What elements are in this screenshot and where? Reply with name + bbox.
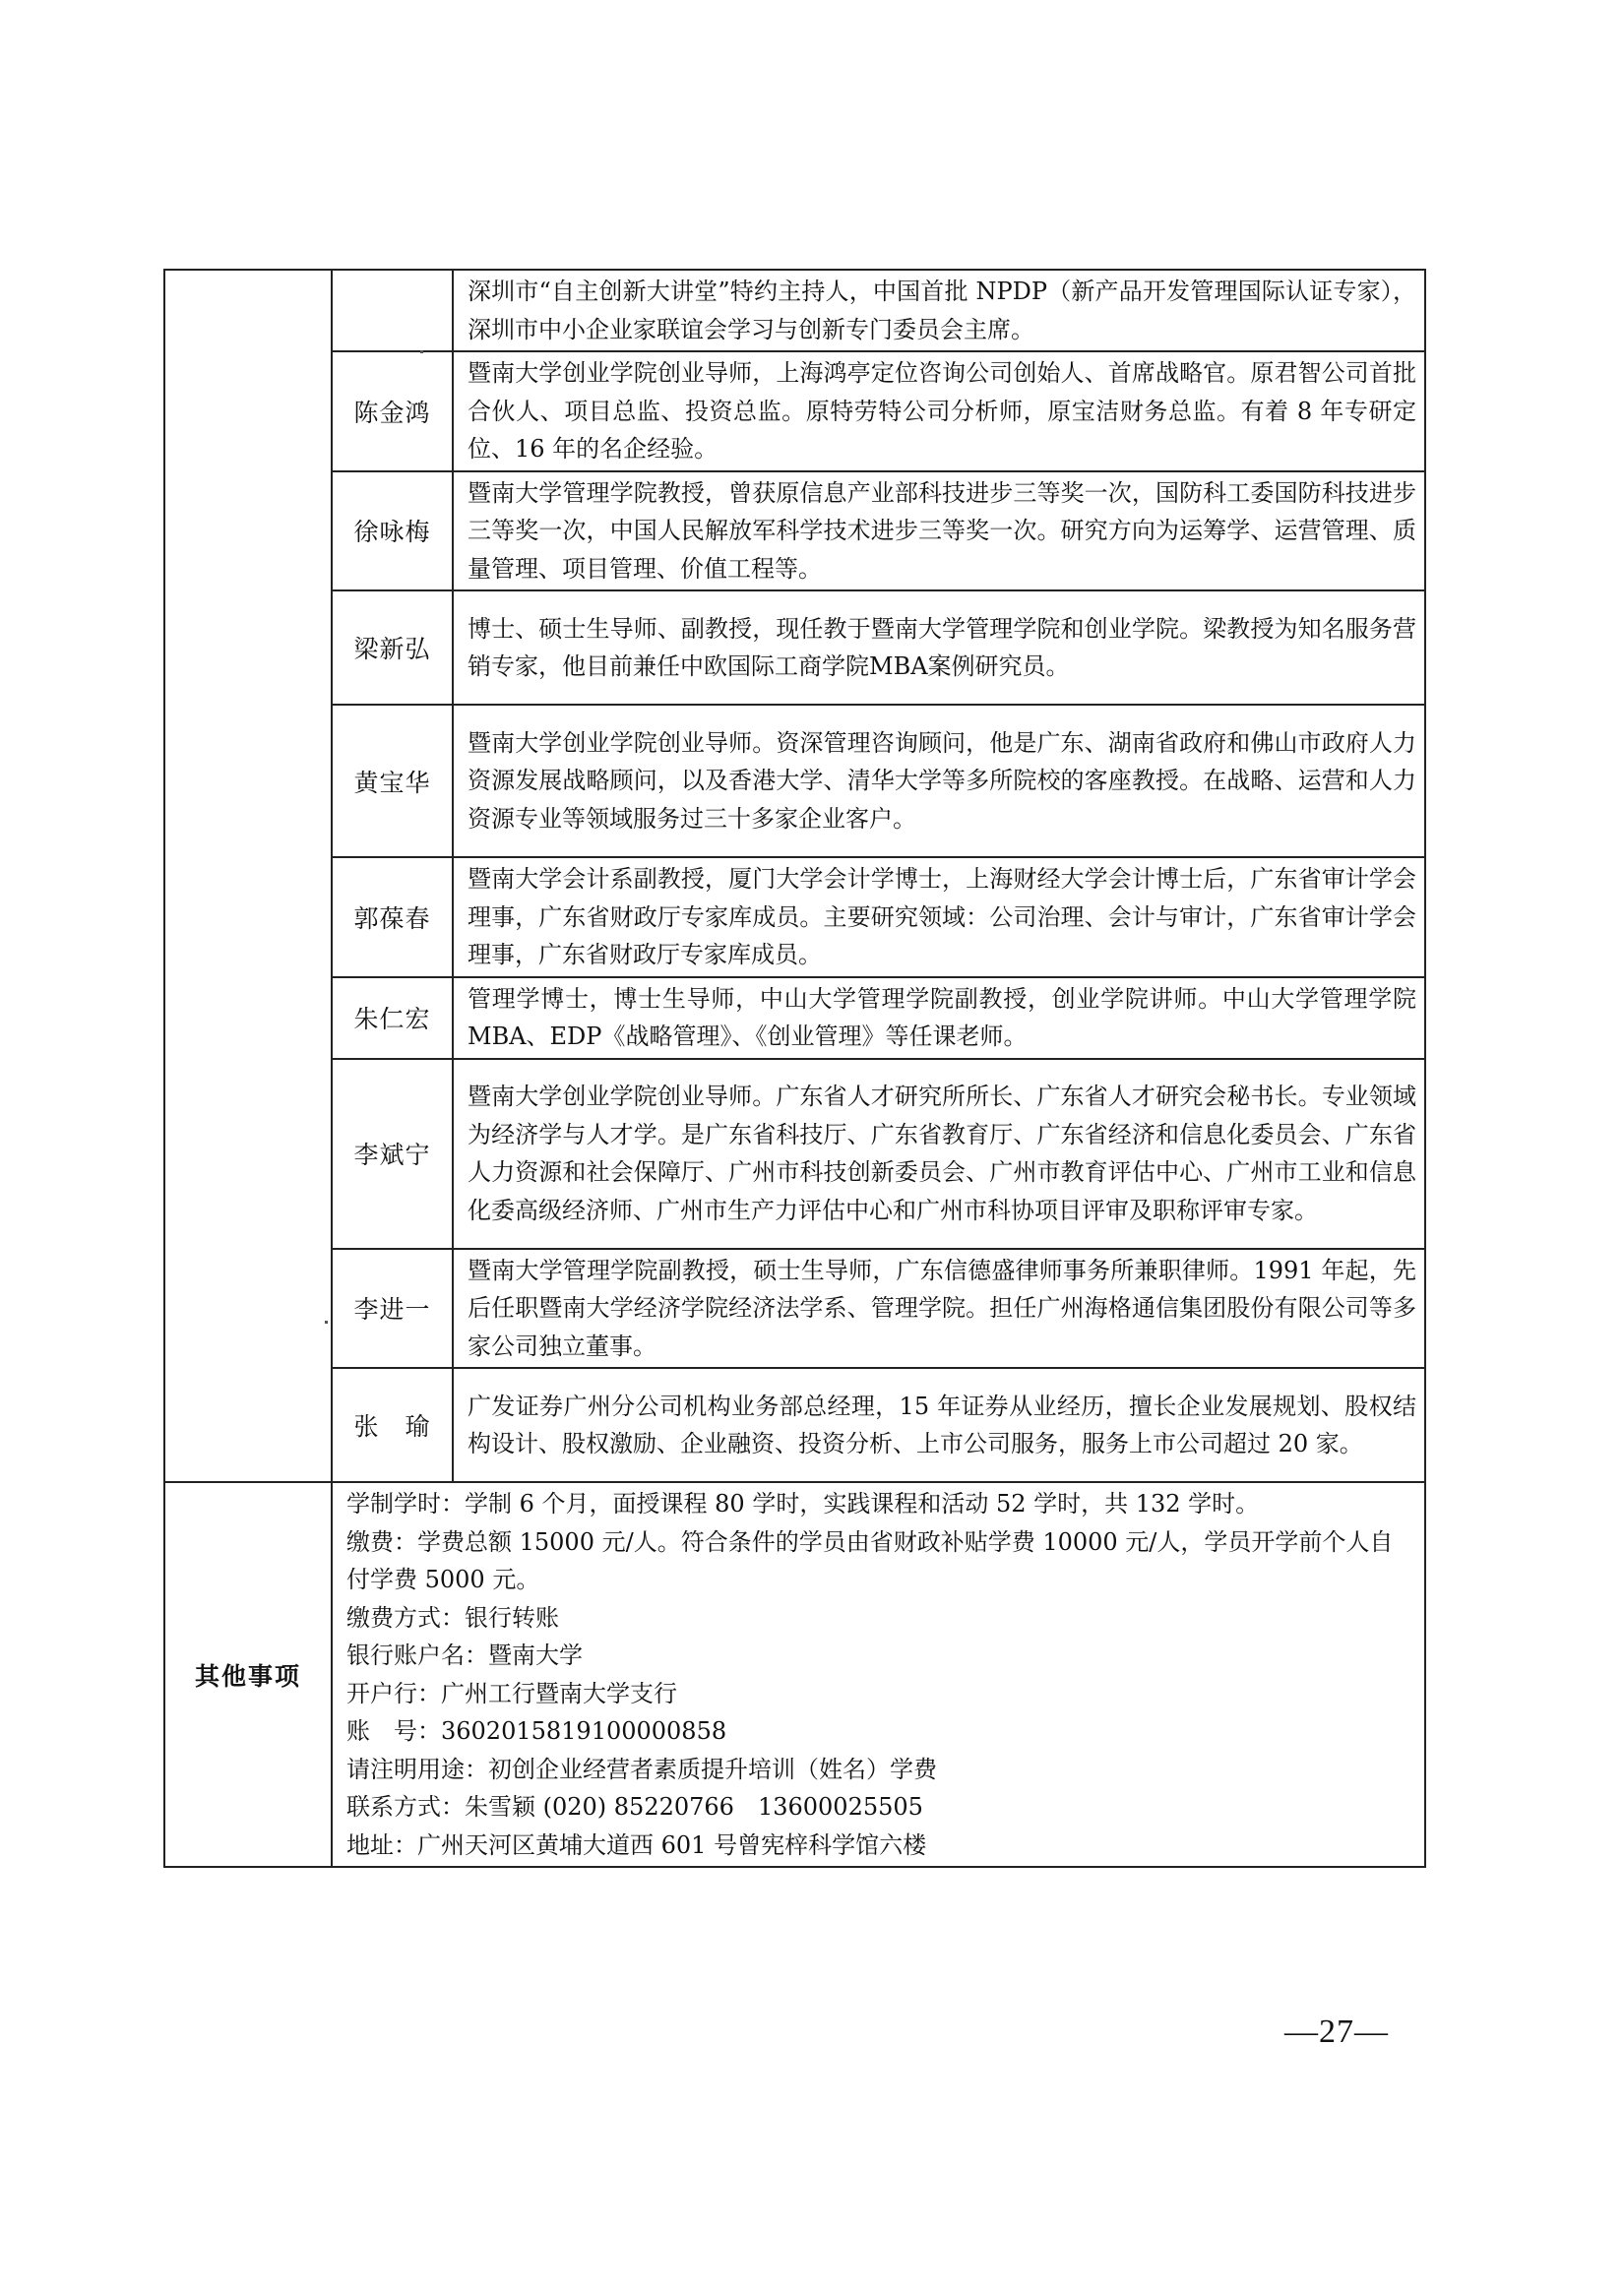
table-row — [164, 705, 1425, 857]
instructor-name — [332, 270, 453, 351]
other-matters-label: 其他事项 — [164, 1482, 332, 1867]
instructor-name: 李进一 — [332, 1249, 453, 1369]
instructor-table — [163, 269, 1426, 1868]
scan-mark — [420, 350, 423, 353]
instructor-desc: 管理学博士，博士生导师，中山大学管理学院副教授，创业学院讲师。中山大学管理学院MBA、EDP《战略管理》、《创业管理》等任课老师。 — [453, 977, 1425, 1059]
contact-line: 联系方式：朱雪颖 (020) 85220766 13600025505 — [346, 1793, 923, 1821]
instructor-desc: 暨南大学创业学院创业导师。广东省人才研究所所长、广东省人才研究会秘书长。专业领域为经济学与人才学。是广东省科技厅、广东省教育厅、广东省经济和信息化委员会、广东省人力资源和社会保障厅、广州市科技创新委员会、广州市教育评估中心、广州市工业和信息化委高级经济师、广州市生产力评估中心和广州市科协项目评审及职称评审专家。 — [453, 1059, 1425, 1249]
scan-mark — [325, 1321, 328, 1324]
table-row — [164, 471, 1425, 591]
account-name-line: 银行账户名：暨南大学 — [346, 1642, 583, 1669]
instructor-name: 李斌宁 — [332, 1059, 453, 1249]
table-row — [164, 1368, 1425, 1482]
purpose-line: 请注明用途：初创企业经营者素质提升培训（姓名）学费 — [346, 1755, 937, 1783]
instructor-desc: 暨南大学管理学院教授，曾获原信息产业部科技进步三等奖一次，国防科工委国防科技进步三等奖一次，中国人民解放军科学技术进步三等奖一次。研究方向为运筹学、运营管理、质量管理、项目管理、价值工程等。 — [453, 471, 1425, 591]
table-row — [164, 590, 1425, 705]
account-number-line: 账 号：3602015819100000858 — [346, 1717, 727, 1745]
table-row — [164, 977, 1425, 1059]
instructor-desc: 暨南大学创业学院创业导师。资深管理咨询顾问，他是广东、湖南省政府和佛山市政府人力资源发展战略顾问，以及香港大学、清华大学等多所院校的客座教授。在战略、运营和人力资源专业等领域服务过三十多家企业客户。 — [453, 705, 1425, 857]
table-row — [164, 1059, 1425, 1249]
instructor-name: 黄宝华 — [332, 705, 453, 857]
bank-line: 开户行：广州工行暨南大学支行 — [346, 1679, 677, 1707]
section-label-cell — [164, 270, 332, 1482]
instructor-name: 朱仁宏 — [332, 977, 453, 1059]
study-hours-line: 学制学时：学制 6 个月，面授课程 80 学时，实践课程和活动 52 学时，共 132 学时。 — [346, 1490, 1260, 1518]
table-row — [164, 351, 1425, 471]
instructor-desc: 暨南大学会计系副教授，厦门大学会计学博士，上海财经大学会计博士后，广东省审计学会理事，广东省财政厅专家库成员。主要研究领域：公司治理、会计与审计，广东省审计学会理事，广东省财政厅专家库成员。 — [453, 857, 1425, 977]
instructor-desc: 广发证券广州分公司机构业务部总经理，15 年证券从业经历，擅长企业发展规划、股权结构设计、股权激励、企业融资、投资分析、上市公司服务，服务上市公司超过 20 家。 — [453, 1368, 1425, 1482]
table-row — [164, 857, 1425, 977]
instructor-name: 徐咏梅 — [332, 471, 453, 591]
instructor-desc: 暨南大学管理学院副教授，硕士生导师，广东信德盛律师事务所兼职律师。1991 年起，先后任职暨南大学经济学院经济法学系、管理学院。担任广州海格通信集团股份有限公司等多家公司独立董事。 — [453, 1249, 1425, 1369]
other-matters-row — [164, 1482, 1425, 1867]
instructor-name: 陈金鸿 — [332, 351, 453, 471]
page-number: —27— — [1284, 2014, 1389, 2050]
fee-line: 缴费：学费总额 15000 元/人。符合条件的学员由省财政补贴学费 10000 元/人，学员开学前个人自付学费 5000 元。 — [346, 1527, 1394, 1593]
instructor-desc: 暨南大学创业学院创业导师，上海鸿亭定位咨询公司创始人、首席战略官。原君智公司首批合伙人、项目总监、投资总监。原特劳特公司分析师，原宝洁财务总监。有着 8 年专研定位、16 年的名企经验。 — [453, 351, 1425, 471]
address-line: 地址：广州天河区黄埔大道西 601 号曾宪梓科学馆六楼 — [346, 1830, 927, 1859]
instructor-name: 梁新弘 — [332, 590, 453, 705]
other-matters-content — [332, 1482, 1425, 1867]
payment-method-line: 缴费方式：银行转账 — [346, 1603, 559, 1632]
instructor-name: 张 瑜 — [332, 1368, 453, 1482]
table-row — [164, 270, 1425, 351]
instructor-desc: 博士、硕士生导师、副教授，现任教于暨南大学管理学院和创业学院。梁教授为知名服务营销专家，他目前兼任中欧国际工商学院MBA案例研究员。 — [453, 590, 1425, 705]
instructor-name: 郭葆春 — [332, 857, 453, 977]
instructor-desc: 深圳市“自主创新大讲堂”特约主持人，中国首批 NPDP（新产品开发管理国际认证专家），深圳市中小企业家联谊会学习与创新专门委员会主席。 — [453, 270, 1425, 351]
table-row — [164, 1249, 1425, 1369]
